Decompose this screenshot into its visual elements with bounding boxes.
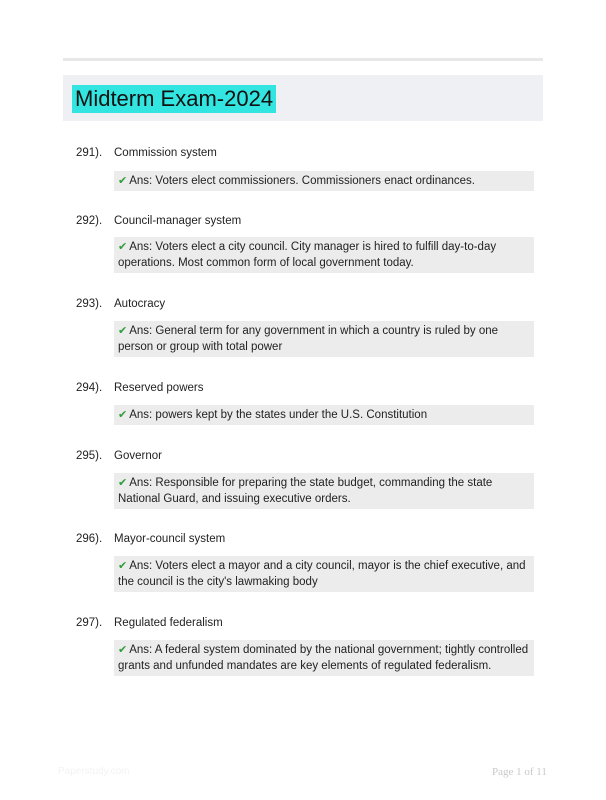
question-term: Commission system xyxy=(114,147,217,159)
question-term: Autocracy xyxy=(114,298,166,310)
answer-text: Ans: Voters elect commissioners. Commissioners enact ordinances. xyxy=(129,175,475,187)
question-number: 292). xyxy=(76,215,103,227)
question-number: 294). xyxy=(76,382,103,394)
question-number: 293). xyxy=(76,298,103,310)
question-number: 296). xyxy=(76,533,103,545)
watermark-text: Paperstudy.com xyxy=(58,766,130,777)
answer-box xyxy=(114,640,534,676)
question-number: 297). xyxy=(76,617,103,629)
question-term: Mayor-council system xyxy=(114,533,226,545)
check-icon: ✔ xyxy=(118,240,128,253)
answer-box xyxy=(114,405,534,425)
answer-box xyxy=(114,556,534,592)
check-icon: ✔ xyxy=(118,408,128,421)
question-term: Governor xyxy=(114,450,162,462)
answer-text: Ans: powers kept by the states under the U.S. Constitution xyxy=(129,409,428,421)
question-term: Regulated federalism xyxy=(114,617,223,629)
answer-text: Ans: Voters elect a mayor and a city council, mayor is the chief executive, and the council is the city's lawmaking body xyxy=(118,560,526,588)
title-band xyxy=(63,75,543,121)
answer-box xyxy=(114,321,534,357)
answer-text: Ans: Responsible for preparing the state budget, commanding the state National Guard, and issuing executive orders. xyxy=(118,477,493,505)
answer-text: Ans: General term for any government in which a country is ruled by one person or group with total power xyxy=(118,325,499,353)
check-icon: ✔ xyxy=(118,324,128,337)
check-icon: ✔ xyxy=(118,174,128,187)
page-indicator: Page 1 of 11 xyxy=(492,766,547,778)
answer-box xyxy=(114,171,534,191)
check-icon: ✔ xyxy=(118,559,128,572)
document-title: Midterm Exam-2024 xyxy=(72,85,276,113)
question-number: 295). xyxy=(76,450,103,462)
answer-text: Ans: Voters elect a city council. City manager is hired to fulfill day-to-day operations. Most common form of local government today. xyxy=(118,241,497,269)
question-term: Reserved powers xyxy=(114,382,204,394)
answer-box xyxy=(114,473,534,509)
answer-text: Ans: A federal system dominated by the national government; tightly controlled grants and unfunded mandates are key elements of regulated federalism. xyxy=(118,644,529,672)
check-icon: ✔ xyxy=(118,643,128,656)
check-icon: ✔ xyxy=(118,476,128,489)
answer-box xyxy=(114,237,534,273)
top-divider xyxy=(63,58,543,61)
question-number: 291). xyxy=(76,147,103,159)
question-term: Council-manager system xyxy=(114,215,242,227)
